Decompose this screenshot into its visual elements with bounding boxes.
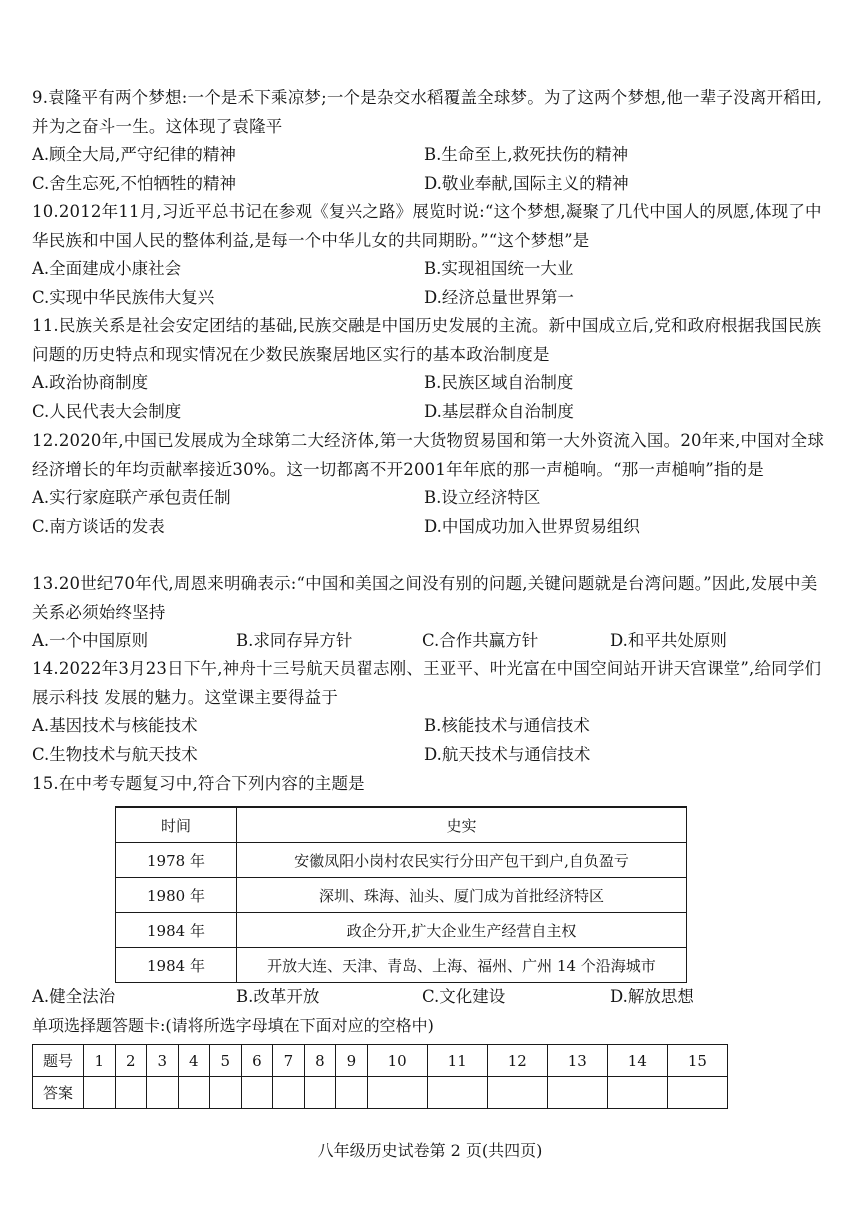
question-number-cell: 3 (147, 1045, 179, 1077)
option-d: D.中国成功加入世界贸易组织 (424, 516, 640, 536)
option-b: B.民族区域自治制度 (424, 373, 574, 392)
row-label-answer: 答案 (33, 1077, 84, 1109)
option-row (32, 369, 832, 398)
option-d: D.航天技术与通信技术 (424, 744, 591, 764)
answer-card-table (32, 1044, 728, 1109)
option-c: C.南方谈话的发表 (32, 516, 165, 536)
question-12 (32, 427, 832, 541)
table-cell-fact: 深圳、珠海、汕头、厦门成为首批经济特区 (237, 878, 687, 913)
option-row (32, 255, 832, 284)
table-cell-year: 1980 年 (116, 878, 237, 913)
answer-cell[interactable] (147, 1077, 179, 1109)
answer-cell[interactable] (547, 1077, 607, 1109)
option-c: C.人民代表大会制度 (32, 401, 182, 421)
option-row (32, 141, 832, 170)
option-row (32, 484, 832, 513)
option-c: C.文化建设 (422, 987, 506, 1006)
table-row (116, 843, 687, 878)
option-b: B.生命至上,救死扶伤的精神 (424, 145, 629, 164)
option-a: A.一个中国原则 (32, 631, 149, 650)
question-number-cell: 12 (487, 1045, 547, 1077)
question-stem: 13.20世纪70年代,周恩来明确表示:“中国和美国之间没有别的问题,关键问题就是台湾问题。”因此,发展中美关系必须始终坚持 (32, 574, 818, 622)
table-header-row (116, 807, 687, 843)
table-cell-year: 1984 年 (116, 948, 237, 983)
question-number-cell: 15 (667, 1045, 727, 1077)
answer-cell[interactable] (210, 1077, 242, 1109)
answer-cell[interactable] (115, 1077, 147, 1109)
table-cell-year: 1978 年 (116, 843, 237, 878)
option-b: B.设立经济特区 (424, 488, 541, 507)
question-number-cell: 2 (115, 1045, 147, 1077)
question-9 (32, 84, 832, 198)
answer-cell[interactable] (427, 1077, 487, 1109)
option-d: D.解放思想 (610, 987, 694, 1006)
option-row (32, 284, 832, 313)
answer-cell[interactable] (84, 1077, 116, 1109)
question-number-cell: 1 (84, 1045, 116, 1077)
question-number-cell: 9 (336, 1045, 368, 1077)
option-row (32, 627, 832, 656)
question-15-options (32, 983, 832, 1012)
question-11 (32, 312, 832, 426)
table-cell-fact: 安徽凤阳小岗村农民实行分田产包干到户,自负盈亏 (237, 843, 687, 878)
option-c: C.舍生忘死,不怕牺牲的精神 (32, 173, 237, 193)
option-d: D.敬业奉献,国际主义的精神 (424, 173, 629, 193)
question-stem: 15.在中考专题复习中,符合下列内容的主题是 (32, 774, 365, 793)
option-d: D.基层群众自治制度 (424, 401, 574, 421)
option-c: C.实现中华民族伟大复兴 (32, 287, 215, 307)
answer-cell[interactable] (607, 1077, 667, 1109)
table-cell-year: 1984 年 (116, 913, 237, 948)
option-c: C.生物技术与航天技术 (32, 744, 198, 764)
option-row (32, 741, 832, 770)
option-c: C.合作共赢方针 (422, 631, 539, 650)
option-d: D.经济总量世界第一 (424, 287, 574, 307)
question-stem: 12.2020年,中国已发展成为全球第二大经济体,第一大货物贸易国和第一大外资流入国。20年来,中国对全球经济增长的年均贡献率接近30%。这一切都离不开2001年年底的那一声槌响。“那一声槌响”指的是 (32, 431, 825, 479)
page-footer: 八年级历史试卷第 2 页(共四页) (317, 1141, 543, 1160)
question-number-cell: 10 (367, 1045, 427, 1077)
option-a: A.全面建成小康社会 (32, 259, 182, 278)
row-label-number: 题号 (33, 1045, 84, 1077)
answer-cell[interactable] (487, 1077, 547, 1109)
option-row (32, 170, 832, 199)
answer-cell[interactable] (367, 1077, 427, 1109)
answer-number-row (33, 1045, 728, 1077)
answer-cell[interactable] (178, 1077, 210, 1109)
answer-cell[interactable] (273, 1077, 305, 1109)
table-cell-fact: 开放大连、天津、青岛、上海、福州、广州 14 个沿海城市 (237, 948, 687, 983)
table-header-fact: 史实 (237, 807, 687, 843)
option-a: A.政治协商制度 (32, 373, 149, 392)
option-row (32, 398, 832, 427)
table-header-time: 时间 (116, 807, 237, 843)
question-stem: 9.袁隆平有两个梦想:一个是禾下乘凉梦;一个是杂交水稻覆盖全球梦。为了这两个梦想,他一辈子没离开稻田,并为之奋斗一生。这体现了袁隆平 (32, 88, 823, 136)
option-b: B.核能技术与通信技术 (424, 716, 590, 735)
question-10 (32, 198, 832, 312)
option-b: B.改革开放 (236, 987, 320, 1006)
question-15 (32, 770, 832, 799)
answer-cell[interactable] (667, 1077, 727, 1109)
question-number-cell: 5 (210, 1045, 242, 1077)
history-events-table (115, 806, 687, 983)
table-row (116, 948, 687, 983)
answer-cell[interactable] (304, 1077, 336, 1109)
question-number-cell: 11 (427, 1045, 487, 1077)
question-stem: 14.2022年3月23日下午,神舟十三号航天员翟志刚、王亚平、叶光富在中国空间站开讲天宫课堂”,给同学们展示科技 发展的魅力。这堂课主要得益于 (32, 659, 822, 707)
question-stem: 10.2012年11月,习近平总书记在参观《复兴之路》展览时说:“这个梦想,凝聚了几代中国人的夙愿,体现了中华民族和中国人民的整体利益,是每一个中华儿女的共同期盼。”“这个梦想”是 (32, 202, 822, 250)
option-row (32, 712, 832, 741)
answer-card-instruction: 单项选择题答题卡:(请将所选字母填在下面对应的空格中) (32, 1016, 434, 1035)
option-b: B.求同存异方针 (236, 631, 353, 650)
answer-fill-row (33, 1077, 728, 1109)
option-d: D.和平共处原则 (610, 631, 727, 650)
question-stem: 11.民族关系是社会安定团结的基础,民族交融是中国历史发展的主流。新中国成立后,党和政府根据我国民族问题的历史特点和现实情况在少数民族聚居地区实行的基本政治制度是 (32, 316, 822, 364)
option-a: A.基因技术与核能技术 (32, 716, 198, 735)
table-row (116, 878, 687, 913)
option-row (32, 513, 832, 542)
question-number-cell: 4 (178, 1045, 210, 1077)
question-14 (32, 655, 832, 769)
option-a: A.实行家庭联产承包责任制 (32, 488, 231, 507)
option-b: B.实现祖国统一大业 (424, 259, 574, 278)
answer-cell[interactable] (336, 1077, 368, 1109)
question-number-cell: 8 (304, 1045, 336, 1077)
table-row (116, 913, 687, 948)
table-cell-fact: 政企分开,扩大企业生产经营自主权 (237, 913, 687, 948)
question-number-cell: 14 (607, 1045, 667, 1077)
option-row (32, 983, 832, 1012)
question-number-cell: 7 (273, 1045, 305, 1077)
question-13 (32, 570, 832, 656)
option-a: A.顾全大局,严守纪律的精神 (32, 145, 236, 164)
question-number-cell: 13 (547, 1045, 607, 1077)
question-number-cell: 6 (241, 1045, 273, 1077)
option-a: A.健全法治 (32, 987, 116, 1006)
answer-cell[interactable] (241, 1077, 273, 1109)
